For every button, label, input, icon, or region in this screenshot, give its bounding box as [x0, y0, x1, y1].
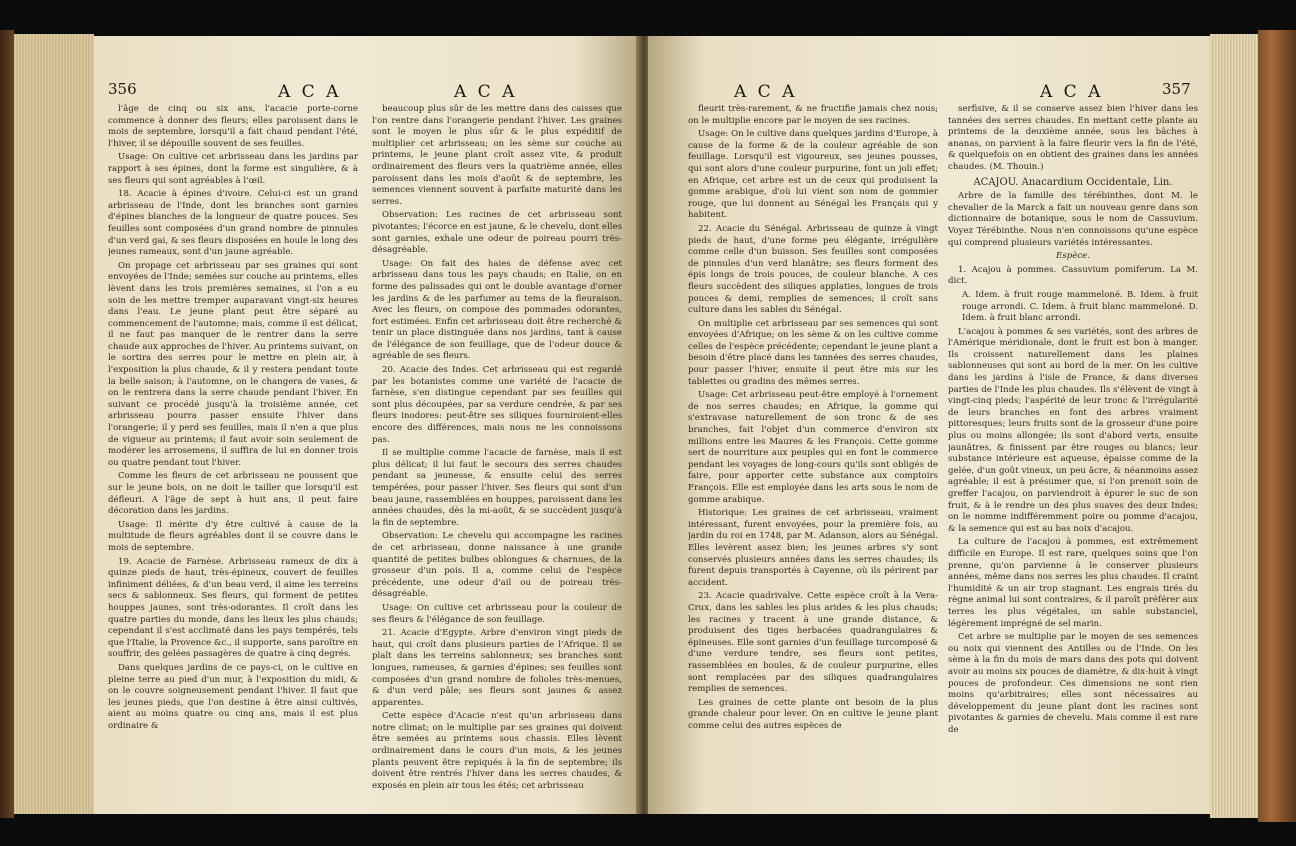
paragraph: 20. Acacie des Indes. Cet arbrisseau qui est regardé par les botanistes comme une variété de l'acacie de farnèse, s'en distingue cependant par ses feuilles qui sont plus découpées, par sa verdure cendrée, & par ses fleurs inodores: peut-être ses siliques fourniroient-elles encore des différences, mais nous ne les connoissons pas. [372, 365, 622, 445]
paragraph: Usage: On le cultive dans quelques jardins d'Europe, à cause de la forme & de la couleur agréable de son feuillage. Lorsqu'il est vigoureux, ses jeunes pousses, qui sont alors d'une couleur purpurine, font un joli effet; en Afrique, cet arbre est un de ceux qui produisent la gomme arabique, d'où lui vient son nom de gommier rouge, que lui donnent au Sénégal les Français qui y habitent. [688, 129, 938, 221]
right-page [648, 36, 1210, 814]
left-page-column-1 [108, 104, 358, 814]
page-edges-right [1210, 34, 1258, 818]
paragraph: Espèce. [1056, 251, 1090, 262]
right-page-column-1 [688, 104, 938, 814]
paragraph: Cet arbre se multiplie par le moyen de ses semences ou noix qui viennent des Antilles ou de l'Inde. On les sème à la fin du mois de mars dans des pots qui doivent avoir au moins six pouces de diamètre, & dix-huit à vingt pouces de profondeur. Ces dimensions ne sont rien moins qu'arbitraires; elles sont nécessaires au développement du jeune plant dont les racines sont pivotantes & garnies de chevelu. Mais comme il est rare de [948, 632, 1198, 735]
paragraph: beaucoup plus sûr de les mettre dans des caisses que l'on rentre dans l'orangerie pendant l'hiver. Les graines sont le moyen le plus sûr & le plus expéditif de multiplier cet arbrisseau; on les sème sur couche au printems, le jeune plant croît assez vite, & produit ordinairement des fleurs vers la quatrième année, elles paroissent dans les mois d'août & de septembre, les semences viennent souvent à parfaite maturité dans les serres. [372, 104, 622, 207]
paragraph: La culture de l'acajou à pommes, est extrêmement difficile en Europe. Il est rare, quelques soins que l'on prenne, qu'on parvienne à le conserver plusieurs années, même dans nos serres les plus chaudes. Il craint l'humidité & un air trop stagnant. Les engrais tirés du règne animal lui sont contraires, & il paroît préférer aux terres les plus végétales, un sable substanciel, légèrement imprégné de sel marin. [948, 537, 1198, 629]
running-head-right: A C A [1040, 82, 1104, 102]
page-edges-left [14, 34, 94, 814]
paragraph: Usage: Il mérite d'y être cultivé à cause de la multitude de fleurs agréables dont il se couvre dans le mois de septembre. [108, 519, 358, 553]
paragraph: Comme les fleurs de cet arbrisseau ne poussent que sur le jeune bois, on ne doit le tailler que lorsqu'il est défleuri. A l'âge de sept à huit ans, il peut faire décoration dans les jardins. [108, 471, 358, 517]
right-page-column-2 [948, 104, 1198, 814]
running-head-left-second: A C A [454, 82, 518, 102]
paragraph: Dans quelques jardins de ce pays-ci, on le cultive en pleine terre au pied d'un mur, à l'exposition du midi, & on le couvre soigneusement pendant l'hiver. Il faut que les jeunes pieds, que l'on destine à être ainsi cultivés, aient au moins quatre ou cinq ans, mais il est plus ordinaire & [108, 662, 358, 731]
paragraph: l'âge de cinq ou six ans, l'acacie porte-corne commence à donner des fleurs; elles paroissent dans le mois de septembre, lorsqu'il a fait chaud pendant l'été, l'hiver, il se dépouille souvent de ses feuilles. [108, 104, 358, 149]
paragraph: A. Idem. à fruit rouge mammeloné. B. Idem. à fruit rouge arrondi. C. Idem. à fruit blanc mammeloné. D. Idem. à fruit blanc arrondi. [962, 289, 1198, 324]
page-number-left: 356 [108, 80, 137, 98]
paragraph: 22. Acacie du Sénégal. Arbrisseau de quinze à vingt pieds de haut, d'une forme peu élégante, irrégulière comme celle d'un buisson. Ses feuilles sont composées de pinnules d'un verd blanâtre; ses fleurs forment des épis longs de trois pouces, de couleur blanche. A ces fleurs succèdent des siliques applaties, longues de trois pouces & demi, remplies de semences; il croît sans culture dans les sables du Sénégal. [688, 223, 938, 316]
paragraph: 19. Acacie de Farnèse. Arbrisseau rameux de dix à quinze pieds de haut, très-épineux, couvert de feuilles infiniment déliées, & d'un beau verd, il aime les terreins secs & sablonneux. Ses fleurs, qui forment de petites houppes jaunes, sont très-odorantes. Il croît dans les quatre parties du monde, dans les lieux les plus chauds; cependant il s'est acclimaté dans les pays tempérés, tels que l'Italie, la Provence &c., il supporte, sans paroître en souffrir, des gelées passagères de quatre à cinq degrés. [108, 556, 358, 660]
paragraph: 18. Acacie à épines d'ivoire. Celui-ci est un grand arbrisseau de l'Inde, dont les branches sont garnies d'épines blanches de la longueur de quatre pouces. Ses feuilles sont composées d'un grand nombre de pinnules d'un verd gai, & ses fleurs disposées en houle le long des jeunes rameaux, sont d'un jaune agréable. [108, 189, 358, 258]
paragraph: Usage: On cultive cet arbrisseau dans les jardins par rapport à ses épines, dont la forme est singulière, & à ses fleurs qui sont agréables à l'œil. [108, 152, 358, 186]
paragraph: 1. Acajou à pommes. Cassuvium pomiferum. La M. dict. [948, 264, 1198, 287]
paragraph: 23. Acacie quadrivalve. Cette espèce croît à la Vera-Crux, dans les sables les plus arides & les plus chauds; les racines y tracent à une grande distance, & produisent des tiges herbacées quadrangulaires & épineuses. Elle sont garnies d'un feuillage turcomposé & d'une verdure tendre, ses fleurs sont petites, rassemblées en boules, & de couleur purpurine, elles sont remplacées par des siliques quadrangulaires remplies de semences. [688, 591, 938, 695]
left-page-column-2 [372, 104, 622, 814]
book-cover-left [0, 30, 14, 818]
paragraph: Historique: Les graines de cet arbrisseau, vraiment intéressant, furent envoyées, pour la première fois, au jardin du roi en 1748, par M. Adanson, alors au Sénégal. Elles levèrent assez bien; les jeunes arbres s'y sont conservés plusieurs années dans les serres chaudes; ils furent depuis transportés à Cayenne, où ils périrent par accident. [688, 508, 938, 588]
paragraph: ACAJOU. Anacardium Occidentale, Lin. [973, 176, 1173, 188]
paragraph: fleurit très-rarement, & ne fructifie jamais chez nous; on le multiplie encore par le moyen de ses racines. [688, 104, 938, 126]
left-page [94, 36, 640, 814]
paragraph: On propage cet arbrisseau par ses graines qui sont envoyées de l'Inde; semées sur couche au printems, elles lèvent dans les trois premières semaines, si l'on a eu soin de les mettre tremper auparavant vingt-six heures dans l'eau. Le jeune plant peut être séparé au commencement de l'automne; mais, comme il est délicat, il ne faut pas manquer de le rentrer dans la serre chaude aux approches de l'hiver. Au printems suivant, on le sortira des serres pour le mettre en plein air, à l'exposition la plus chaude, & il y restera pendant toute la belle saison; à l'automne, on le changera de vases, & on le rentrera dans la serre chaude pendant l'hiver. En suivant ce procédé jusqu'à la troisième année, cet arbrisseau pourra passer ensuite l'hiver dans l'orangerie; il y perd ses feuilles, mais il n'en a que plus de vigueur au printems; il faut avoir soin seulement de modérer les arrosemens, il suffira de lui en donner trois ou quatre pendant tout l'hiver. [108, 260, 358, 468]
paragraph: serfisive, & il se conserve assez bien l'hiver dans les tannées des serres chaudes. En mettant cette plante au printems de la deuxième année, sous les bâches à ananas, on parvient à la faire fleurir vers la fin de l'été, & quelquefois on en obtient des graines dans les années chaudes. (M. Thouin.) [948, 104, 1198, 172]
paragraph: Arbre de la famille des térébinthes, dont M. le chevalier de la Marck a fait un nouveau genre dans son dictionnaire de botanique, sous le nom de Cassuvium. Voyez Térébinthe. Nous n'en connoissons qu'une espèce qui comprend plusieurs variétés intéressantes. [948, 191, 1198, 248]
paragraph: Usage: Cet arbrisseau peut-être employé à l'ornement de nos serres chaudes; en Afrique, la gomme qui s'extravase naturellement de son tronc & de ses branches, fait l'objet d'un commerce d'environ six millions entre les Maures & les François. Cette gomme sert de nourriture aux peuples qui en font le commerce pendant les voyages de long-cours qu'ils sont obligés de faire, pour apporter cette substance aux comptoirs François. Elle est employée dans les arts sous le nom de gomme arabique. [688, 390, 938, 505]
paragraph: Les graines de cette plante ont besoin de la plus grande chaleur pour lever. On en cultive le jeune plant comme celui des autres espèces de [688, 697, 938, 731]
paragraph: On multiplie cet arbrisseau par ses semences qui sont envoyées d'Afrique; on les sème & on les cultive comme celles de l'espèce précédente; cependant le jeune plant a besoin d'être placé dans les tannées des serres chaudes, pour passer l'hiver, ensuite il peut être mis sur les tablettes ou gradins des mêmes serres. [688, 318, 938, 387]
paragraph: L'acajou à pommes & ses variétés, sont des arbres de l'Amérique méridionale, dont le fruit est bon à manger. Ils croissent naturellement dans les plaines sablonneuses qui sont au bord de la mer. On les cultive dans les jardins à l'isle de France, & dans diverses parties de l'Inde les plus chaudes. Ils s'élèvent de vingt à vingt-cinq pieds; l'aspérité de leur tronc & l'irrégularité de leurs branches en font des arbres vraiment pittoresques; leurs fruits sont de la grosseur d'une poire plus ou moins allongée; ils sont d'abord verts, ensuite jaunâtres, & finissent par être rouges ou blancs; leur substance intérieure est aqueuse, épaisse comme de la gelée, d'un goût vineux, un peu âcre, & néanmoins assez agréable; il est à présumer que, si l'on prenoit soin de greffer l'acajou, on parviendroit à épurer le suc de son fruit, & à le rendre un des plus suaves des deux Indes; on le nomme indifféremment poire ou pomme d'acajou, & la semence qui est au bas noix d'acajou. [948, 326, 1198, 534]
paragraph: Observation: Les racines de cet arbrisseau sont pivotantes; l'écorce en est jaune, & le chevelu, dont elles sont garnies, exhale une odeur de poireau pourri très-désagréable. [372, 210, 622, 256]
running-head-left: A C A [278, 82, 342, 102]
paragraph: Usage: On cultive cet arbrisseau pour la couleur de ses fleurs & l'élégance de son feuillage. [372, 602, 622, 625]
paragraph: Usage: On fait des haies de défense avec cet arbrisseau dans tous les pays chauds; en Italie, on en forme des palissades qui ont le double avantage d'orner les jardins & de les parfumer au tems de la fleuraison. Avec les fleurs, on compose des pommades odorantes, fort estimées. Enfin cet arbrisseau doit être recherché & tenir un place distinguée dans nos jardins, tant à cause de l'élégance de son feuillage, que de l'odeur douce & agréable de ses fleurs. [372, 258, 622, 362]
book-cover-right [1258, 30, 1296, 822]
running-head-right-first: A C A [734, 82, 798, 102]
paragraph: 21. Acacie d'Egypte. Arbre d'environ vingt pieds de haut, qui croît dans plusieurs parties de l'Afrique. Il se plaît dans les terreins sablonneux; ses branches sont longues, rameuses, & garnies d'épines; ses feuilles sont composées d'un grand nombre de folioles très-menues, & d'un verd pâle; ses fleurs sont jaunes & assez apparentes. [372, 628, 622, 708]
page-number-right: 357 [1162, 80, 1191, 98]
paragraph: Observation: Le chevelu qui accompagne les racines de cet arbrisseau, donne naissance à une grande quantité de petites bulbes oblongues & charnues, de la grosseur d'un pois. Il a, comme celui de l'espèce précédente, une odeur d'ail ou de poireau très-désagréable. [372, 531, 622, 600]
paragraph: Il se multiplie comme l'acacie de farnèse, mais il est plus délicat; il lui faut le secours des serres chaudes pendant sa jeunesse, & ensuite celui des serres tempérées, pour passer l'hiver. Ses fleurs qui sont d'un beau jaune, rassemblées en houppes, paroissent dans les années chaudes, dès la mi-août, & se succèdent jusqu'à la fin de septembre. [372, 448, 622, 528]
paragraph: Cette espèce d'Acacie n'est qu'un arbrisseau dans notre climat; on le multiplie par ses graines qui doivent être semées au printems sous chassis. Elles lèvent ordinairement dans le cours d'un mois, & les jeunes plants peuvent être repiqués à la fin de septembre; ils doivent être rentrés l'hiver dans les serres chaudes, & exposés en plein air tous les étés; cet arbrisseau [372, 711, 622, 791]
